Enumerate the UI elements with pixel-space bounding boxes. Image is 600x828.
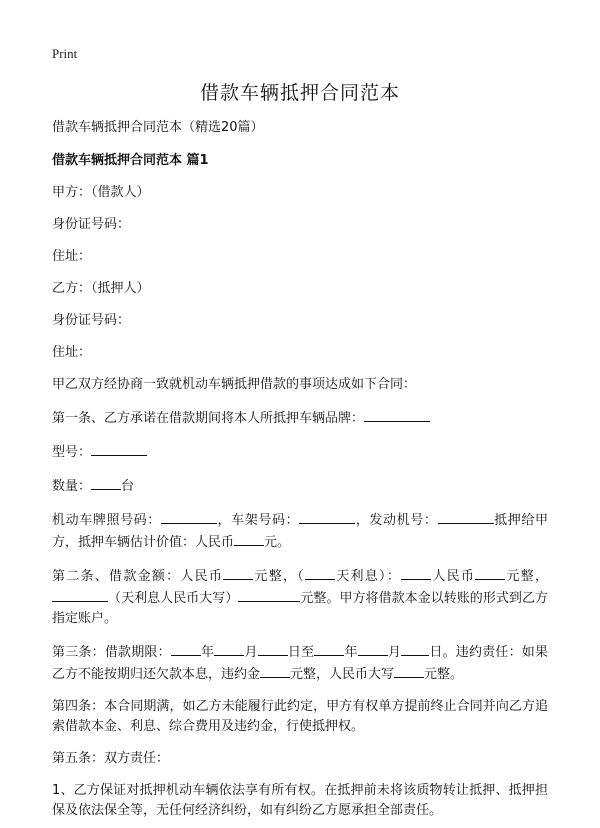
quantity-unit: 台	[121, 479, 135, 494]
value-unit: 元。	[264, 535, 291, 550]
plate-blank	[161, 509, 217, 524]
art2-b: 元整，（	[253, 569, 305, 584]
frame-label: ，车架号码：	[216, 513, 300, 528]
art3-a: 第三条：借款期限：	[52, 645, 171, 660]
party-a: 甲方：（借款人）	[52, 185, 150, 200]
section-heading: 借款车辆抵押合同范本 篇1	[52, 153, 209, 168]
interest-words-blank	[52, 587, 108, 602]
end-year-label: 年	[344, 645, 358, 660]
penalty-blank	[260, 663, 290, 678]
art2-f: （天利息人民币大写）	[108, 591, 239, 606]
brand-blank	[364, 407, 430, 422]
amount-words-blank	[238, 587, 300, 602]
end-month-label: 月	[387, 645, 402, 660]
year-label: 年	[200, 645, 215, 660]
article-3	[52, 641, 548, 685]
article-5: 第五条：双方责任：	[52, 751, 170, 766]
plate-paragraph	[52, 509, 548, 553]
start-day-blank	[258, 641, 288, 656]
article-4: 第四条：本合同期满，如乙方未能履行此约定，甲方有权单方提前终止合同并向乙方追索借款本金、利息、综合费用及违约金，行使抵押权。	[52, 699, 548, 734]
document-body	[52, 118, 548, 821]
art2-e: 元整，	[505, 569, 548, 584]
party-b-id: 身份证号码：	[52, 313, 131, 328]
party-b-address: 住址：	[52, 345, 92, 360]
model-label: 型号：	[52, 445, 92, 460]
art2-d: 人民币	[431, 569, 476, 584]
art2-a: 第二条、借款金额：人民币	[52, 569, 224, 584]
article-1-text: 第一条、乙方承诺在借款期间将本人所抵押车辆品牌：	[52, 411, 365, 426]
frame-blank	[299, 509, 355, 524]
art3-day: 日。违约责任：如果乙方不能按期归还欠款本息，违约金	[52, 645, 548, 682]
party-a-id: 身份证号码：	[52, 217, 131, 232]
art2-c: 天利息）：	[335, 569, 402, 584]
rmb-blank	[475, 565, 505, 580]
engine-blank	[438, 509, 494, 524]
penalty-words-blank	[394, 663, 424, 678]
interest-blank	[401, 565, 431, 580]
subtitle: 借款车辆抵押合同范本（精选20篇）	[52, 120, 264, 135]
article-2	[52, 565, 548, 629]
model-blank	[91, 441, 147, 456]
model-line	[52, 441, 548, 463]
interest-days-blank	[305, 565, 335, 580]
quantity-blank	[91, 475, 121, 490]
engine-label: ，发动机号：	[355, 513, 438, 528]
quantity-line	[52, 475, 548, 497]
page-title: 借款车辆抵押合同范本	[199, 82, 400, 104]
end-day-blank	[401, 641, 429, 656]
article-1	[52, 407, 548, 429]
quantity-label: 数量：	[52, 479, 92, 494]
party-a-address: 住址：	[52, 249, 92, 264]
print-link[interactable]: Print	[52, 46, 78, 61]
month-label: 月	[244, 645, 258, 660]
party-b: 乙方：（抵押人）	[52, 281, 150, 296]
start-year-blank	[171, 641, 201, 656]
day-to-label: 日至	[287, 645, 315, 660]
art3-c: 元整。	[424, 667, 464, 682]
art2-g: 元整。甲方将借款本金以转账的形式到乙方指定账户。	[52, 591, 548, 626]
art3-b: 元整，人民币大写	[290, 667, 395, 682]
end-month-blank	[358, 641, 388, 656]
intro-paragraph: 甲乙双方经协商一致就机动车辆抵押借款的事项达成如下合同：	[52, 377, 417, 392]
end-year-blank	[314, 641, 344, 656]
plate-label: 机动车牌照号码：	[52, 513, 161, 528]
clause-1: 1、乙方保证对抵押机动车辆依法享有所有权。在抵押前未将该质物转让抵押、抵押担保及依法保全等，无任何经济纠纷，如有纠纷乙方愿承担全部责任。	[52, 783, 548, 818]
value-blank	[234, 531, 264, 546]
loan-amount-blank	[223, 565, 253, 580]
start-month-blank	[214, 641, 244, 656]
mortgage-to-text: 抵押给甲方，抵押车辆估计价值：人民币	[52, 513, 548, 550]
